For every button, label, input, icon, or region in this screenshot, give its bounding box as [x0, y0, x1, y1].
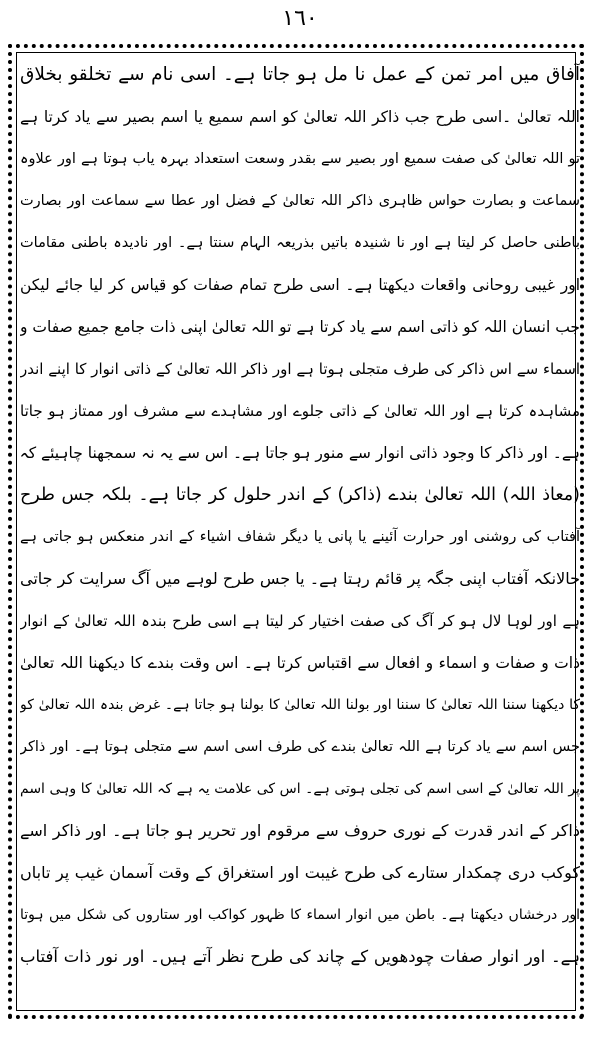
page-number: ١٦٠: [282, 6, 318, 31]
text-line: جس اسم سے یاد کرتا ہے اللہ تعالیٰ بندے کی طرف اسی اسم سے متجلی ہوتا ہے۔ اور ذاکر: [20, 739, 580, 755]
text-line: (معاذ اللہ) اللہ تعالیٰ بندے (ذاکر) کے اندر حلول کر جاتا ہے۔ بلکہ جس طرح: [20, 485, 580, 505]
text-line: پر اللہ تعالیٰ کے اسی اسم کی تجلی ہوتی ہے۔ اس کی علامت یہ ہے کہ اللہ تعالیٰ کا وہی اسم: [20, 781, 580, 797]
text-line: ہے۔ اور انوار صفات چودھویں کے چاند کی طرح نظر آتے ہیں۔ اور نور ذات آفتاب: [20, 947, 580, 966]
text-line: تو اللہ تعالیٰ کی صفت سمیع اور بصیر سے بقدر وسعت استعداد بہرہ یاب ہوتا ہے اور علاوہ: [20, 151, 580, 167]
text-line: باطنی حاصل کر لیتا ہے اور نا شنیدہ باتیں بذریعہ الہام سنتا ہے۔ اور نادیدہ باطنی مقامات: [20, 235, 580, 251]
text-line: ذاکر کے اندر قدرت کے نوری حروف سے مرقوم اور تحریر ہو جاتا ہے۔ اور ذاکر اسے: [20, 821, 580, 840]
text-line: اللہ تعالیٰ ۔اسی طرح جب ذاکر اللہ تعالیٰ کو اسم سمیع یا اسم بصیر سے یاد کرتا ہے: [20, 108, 580, 126]
text-line: آفاق میں امر تمن کے عمل نا مل ہو جاتا ہے۔ اسی نام سے تخلقو بخلاق: [20, 64, 580, 85]
body-text: [20, 54, 580, 978]
text-line: حالانکہ آفتاب اپنی جگہ پر قائم رہتا ہے۔ یا جس طرح لوہے میں آگ سرایت کر جاتی: [20, 569, 580, 588]
text-line: ہے۔ اور ذاکر کا وجود ذاتی انوار سے منور ہو جاتا ہے۔ اس سے یہ نہ سمجھنا چاہیئے کہ: [20, 444, 580, 462]
text-line: جب انسان اللہ کو ذاتی اسم سے یاد کرتا ہے تو اللہ تعالیٰ اپنی ذات جامع جمیع صفات و: [20, 318, 580, 336]
text-line: سماعت و بصارت حواس ظاہری ذاکر اللہ تعالیٰ کے فضل اور عطا سے سماعت اور بصارت: [20, 193, 580, 209]
text-line: اسماء سے اس ذاکر کی طرف متجلی ہوتا ہے اور ذاکر اللہ تعالیٰ کے ذاتی انوار کا اپنے اندر: [20, 360, 580, 378]
text-line: کوکب دری چمکدار ستارے کی طرح غیبت اور استغراق کے وقت آسمان غیب پر تاباں: [20, 863, 580, 882]
text-line: اور غیبی روحانی واقعات دیکھتا ہے۔ اسی طرح تمام صفات کو قیاس کر لیا جائے لیکن: [20, 276, 580, 294]
text-line: اور درخشاں دیکھتا ہے۔ باطن میں انوار اسماء کا ظہور کواکب اور ستاروں کی شکل میں ہوتا: [20, 907, 580, 923]
text-line: ذات و صفات و اسماء و افعال سے اقتباس کرتا ہے۔ اس وقت بندے کا دیکھنا اللہ تعالیٰ: [20, 654, 580, 672]
text-line: ہے اور لوہا لال ہو کر آگ کی صفت اختیار کر لیتا ہے اسی طرح بندہ اللہ تعالیٰ کے انوار: [20, 612, 580, 630]
text-line: کا دیکھنا سننا اللہ تعالیٰ کا سننا اور بولنا اللہ تعالیٰ کا بولنا ہو جاتا ہے۔ غرض بندہ اللہ تعالیٰ کو: [20, 697, 580, 713]
text-line: مشاہدہ کرتا ہے اور اللہ تعالیٰ کے ذاتی جلوے اور مشاہدے سے مشرف اور ممتاز ہو جاتا: [20, 402, 580, 420]
text-line: آفتاب کی روشنی اور حرارت آئینے یا پانی یا دیگر شفاف اشیاء کے اندر منعکس ہو جاتی ہے: [20, 529, 580, 545]
